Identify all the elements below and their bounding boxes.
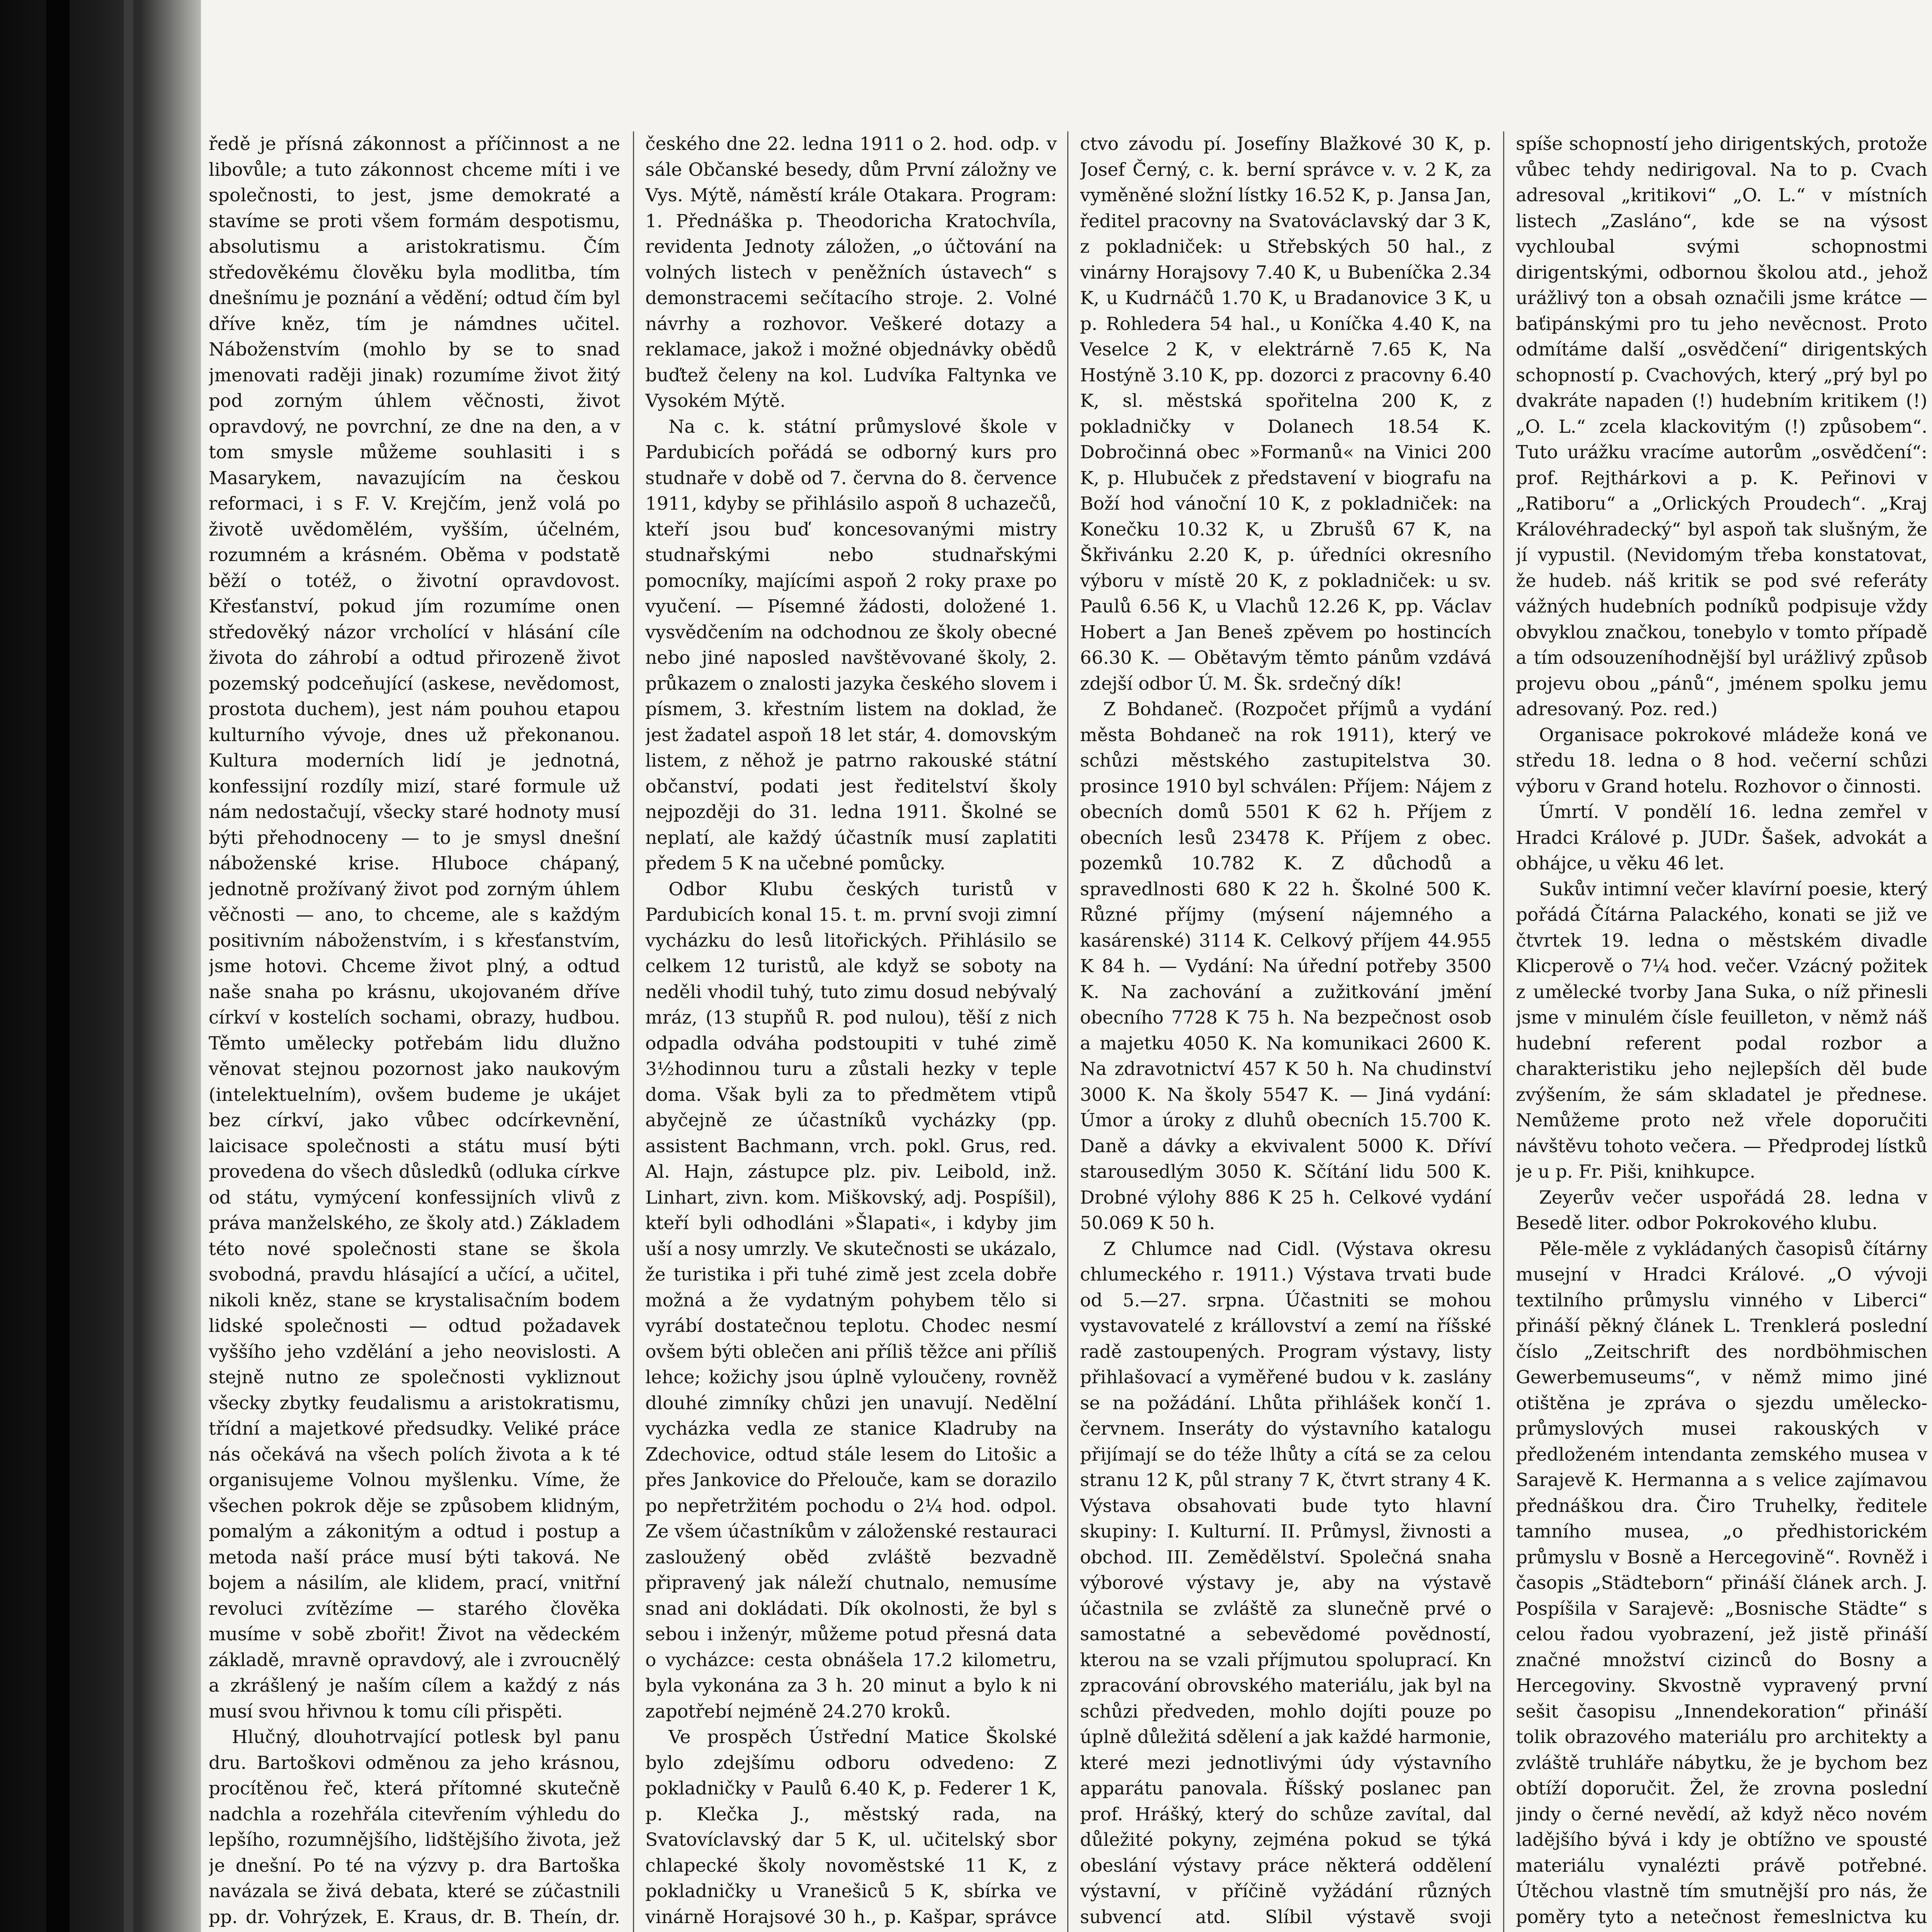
- binding-shadow: [46, 0, 70, 1932]
- news-item: Z Bohdaneč. (Rozpočet příjmů a vydání města Bohdaneč na rok 1911), který ve schůzi městského zastupitelstva 30. prosince 1910 byl schválen: Příjem: Nájem z obecních domů 5501 K 62 h. Příjem z obecních lesů 23478 K. Příjem z obec. pozemků 10.782 K. Z důchodů a spravedlnosti 680 K 22 h. Školné 500 K. Různé příjmy (mýsení nájemného a kasárenské) 3114 K. Celkový příjem 44.955 K 84 h. — Vydání: Na úřední potřeby 3500 K. Na zachování a zužitkování jmění obecního 7728 K 75 h. Na bezpečnost osob a majetku 4050 K. Na komunikaci 2600 K. Na zdravotnictví 457 K 50 h. Na chudinství 3000 K. Na školy 5547 K. — Jiná vydání: Úmor a úroky z dluhů obecních 15.700 K. Daně a dávky a ekvivalent 5000 K. Dříví starousedlým 3050 K. Sčítání lidu 500 K. Drobné výlohy 886 K 25 h. Celkové vydání 50.069 K 50 h.: [1080, 699, 1492, 1234]
- news-item: Zeyerův večer uspořádá 28. ledna v Besedě liter. odbor Pokrokového klubu.: [1516, 1187, 1927, 1234]
- article-paragraph: ctvo závodu pí. Josefíny Blažkové 30 K, p. Josef Černý, c. k. berní správce v. v. 2 K, za vyměněné složní lístky 16.52 K, p. Jansa Jan, ředitel pracovny na Svatováclavský dar 3 K, z pokladniček: u Střebských 50 hal., z vinárny Horajsovy 7.40 K, u Bubeníčka 2.34 K, u Kudrnáčů 1.70 K, u Bradanovice 3 K, u p. Rohledera 54 hal., u Koníčka 4.40 K, na Veselce 2 K, v elektrárně 7.65 K, Na Hostýně 3.10 K, pp. dozorci z pracovny 6.40 K, sl. městská spořitelna 200 K, z pokladničky v Dolanech 18.54 K. Dobročinná obec »Formanů« na Vinici 200 K, p. Hlubuček z představení v biografu na Boží hod vánoční 10 K, z pokladniček: na Konečku 10.32 K, u Zbrušů 67 K, na Škřivánku 2.20 K, p. úředníci okresního výboru v místě 20 K, z pokladniček: u sv. Paulů 6.56 K, u Vlachů 12.26 K, pp. Václav Hobert a Jan Beneš zpěvem po hostincích 66.30 K. — Obětavým těmto pánům vzdává zdejší odbor Ú. M. Šk. srdečný dík!: [1080, 133, 1492, 694]
- article-paragraph: Hlučný, dlouhotrvající potlesk byl panu dru. Bartoškovi odměnou za jeho krásnou, procítěnou řeč, která přítomné skutečně nadchla a rozehřála citevřením výhledu do lepšího, rozumnějšího, lidštějšího života, jež je dnešní. Po té na výzvy p. dra Bartoška navázala se živá debata, které se zúčastnili pp. dr. Vohrýzek, E. Kraus, dr. B. Theín, dr.: [209, 1726, 620, 1928]
- column-rule: [1067, 131, 1068, 1932]
- news-item: Na c. k. státní průmyslové škole v Pardubicích pořádá se odborný kurs pro studnaře v době od 7. června do 8. července 1911, kdyby se přihlásilo aspoň 8 uchazečů, kteří jsou buď koncesovanými mistry studnařskými nebo studnařskými pomocníky, majícími aspoň 2 roky praxe po vyučení. — Písemné žádosti, doložené 1. vysvědčením na odchodnou ze školy obecné nebo jiné naposled navštěvované školy, 2. průkazem o znalosti jazyka českého slovem i písmem, 3. křestním listem na doklad, že jest žadatel aspoň 18 let stár, 4. domovským listem, z něhož je patrno rakouské státní občanství, podati jest ředitelství školy nejpozději do 31. ledna 1911. Školné se neplatí, ale každý účastník musí zaplatiti předem 5 K na učebné pomůcky.: [645, 416, 1057, 874]
- column-2: [645, 131, 1057, 1932]
- column-4: [1516, 131, 1927, 1932]
- column-3: [1080, 131, 1492, 1932]
- article-paragraph: ředě je přísná zákonnost a příčinnost a ne libovůle; a tuto zákonnost chceme míti i ve společnosti, to jest, jsme demokraté a stavíme se proti všem formám despotismu, absolutismu a aristokratismu. Čím středověkému člověku byla modlitba, tím dnešnímu je poznání a vědění; odtud čím byl dříve kněz, tím je námdnes učitel. Náboženstvím (mohlo by se to snad jmenovati raději jinak) rozumíme život žitý pod zorným úhlem věčnosti, život opravdový, ne povrchní, ze dne na den, a v tom smysle můžeme souhlasiti i s Masarykem, navazujícím na českou reformaci, i s F. V. Krejčím, jenž volá po životě uvědomělém, vyšším, účelném, rozumném a krásném. Oběma v podstatě běží o totéž, o životní opravdovost. Křesťanství, pokud jím rozumíme onen středověký názor vrcholící v hlásání cíle života do záhrobí a odtud přirozeně život pozemský podceňující (askese, nevědomost, prostota duchem), jest nám pouhou etapou kulturního vývoje, dnes už překonanou. Kultura moderních lidí je jednotná, konfessijní rozdíly mizí, staré formule už nám nedostačují, všecky staré hodnoty musí býti přehodnoceny — to je smysl dnešní náboženské krise. Hluboce chápaný, jednotně prožívaný život pod zorným úhlem věčnosti — ano, to chceme, ale s každým positivním náboženstvím, i s křesťanstvím, jsme hotovi. Chceme život plný, a odtud naše snaha po krásnu, ukojovaném dříve církví v kostelích sochami, obrazy, hudbou. Těmto umělecky potřebám lidu dlužno věnovat stejnou pozornost jako naukovým (intelektuelním), ovšem budeme je ukájet bez církví, jako vůbec odcírkevnění, laicisace společnosti a státu musí býti provedena do všech důsledků (odluka církve od státu, vymýcení konfessijních vlivů z práva manželského, ze školy atd.) Základem této nové společnosti stane se škola svobodná, pravdu hlásající a učící, a učitel, nikoli kněz, stane se krystalisačním bodem lidské společnosti — odtud požadavek vyššího jeho vzdělání a jeho neovislosti. A stejně nutno ze společnosti vykliznout všecky zbytky feudalismu a aristokratismu, třídní a majetkové předsudky. Veliké práce nás očekává na všech polích života a k té organisujeme Volnou myšlenku. Víme, že všechen pokrok děje se způsobem klidným, pomalým a zákonitým a odtud i postup a metoda naší práce musí býti taková. Ne bojem a násilím, ale klidem, prací, vnitřní revoluci zvítězíme — starého člověka musíme v sobě zbořit! Život na vědeckém základě, mravně opravdový, ale i zvroucnělý a zkrášlený je naším cílem a každý z nás musí svou hřivnou k tomu cíli přispěti.: [209, 133, 620, 1722]
- news-item: Odbor Klubu českých turistů v Pardubicích konal 15. t. m. první svoji zimní vycházku do lesů litořických. Přihlásilo se celkem 12 turistů, ale když se soboty na neděli vhodil tuhý, tuto zimu dosud nebývalý mráz, (13 stupňů R. pod nulou), těší z nich odpadla odváha podstoupiti v tuhé zimě 3½hodinnou turu a zůstali hezky v teple doma. Však byli za to předmětem vtipů abyčejně ze účastníků vycházky (pp. assistent Bachmann, vrch. pokl. Grus, red. Al. Hajn, zástupce plz. piv. Leibold, inž. Linhart, zivn. kom. Miškovský, adj. Pospíšil), kteří byli odhodláni »Šlapati«, i kdyby jim uší a nosy umrzly. Ve skutečnosti se ukázalo, že turistika i při tuhé zimě jest zcela dobře možná a že vydatným pohybem tělo si vyrábí dostatečnou teplotu. Chodec nesmí ovšem býti oblečen ani příliš těžce ani příliš lehce; kožichy jsou úplně vyloučeny, rovněž dlouhé zimníky chůzi jen unavují. Nedělní vycházka vedla ze stanice Kladruby na Zdechovice, odtud stále lesem do Litošic a přes Jankovice do Přeloučе, kam se dorazilo po nepřetržitém pochodu o 2¼ hod. odpol. Ze všem účastníkům v záloženské restauraci zasloužený oběd zvláště bezvadně připravený jak náleží chutnalo, nemusíme snad ani dokládati. Dík okolnosti, že byl s sebou i inženýr, můžeme potud přesná data o vycházce: cesta obnášela 17.2 kilometru, byla vykonána za 3 h. 20 minut a bylo k ni zapotřebí nejméně 24.270 kroků.: [645, 878, 1057, 1722]
- article-paragraph: spíše schopností jeho dirigentských, protože vůbec tehdy nedirigoval. Na to p. Cvach adresoval „kritikovi“ „O. L.“ v místních listech „Zasláno“, kde se na výsost vychloubal svými schopnostmi dirigentskými, odbornou školou atd., jehož urážlivý ton a obsah označili jsme krátce — baťipánskými pro tu jeho nevěcnost. Proto odmítáme další „osvědčení“ dirigentských schopností p. Cvachových, který „prý byl po dvakráte napaden (!) hudebním kritikem (!) „O. L.“ zcela klackovitým (!) způsobem“. Tuto urážku vracíme autorům „osvědčení“: prof. Rejthárkovi a p. K. Peřinovi v „Ratiboru“ a „Orlických Proudech“. „Kraj Královéhradecký“ byl aspoň tak slušným, že jí vypustil. (Nevidomým třeba konstatovat, že hudeb. náš kritik se pod své referáty vážných hudebních podníků podpisuje vždy obvyklou značkou, tonebylo v tomto případě a tím odsouzeníhodnější byl urážlivý způsob projevu obou „pánů“, jménem spolku jemu adresovaný. Poz. red.): [1516, 133, 1927, 720]
- column-3-top-articles: [1080, 131, 1492, 1932]
- article-paragraph: českého dne 22. ledna 1911 o 2. hod. odp. v sále Občanské besedy, dům První záložny ve Vys. Mýtě, náměstí krále Otakara. Program: 1. Přednáška p. Theodoricha Kratochvíla, revidenta Jednoty záložen, „o účtování na volných listech v peněžních ústavech“ s demonstracemi sečítacího stroje. 2. Volné návrhy a rozhovor. Veškeré dotazy a reklamace, jakož i možné objednávky obědů buďtež čeleny na kol. Ludvíka Faltynka ve Vysokém Mýtě.: [645, 133, 1057, 412]
- column-1: [209, 131, 620, 1932]
- news-item: Ve prospěch Ústřední Matice Školské bylo zdejšímu odboru odvedeno: Z pokladničky v Paulů 6.40 K, p. Federer 1 K, p. Klečka J., městský rada, na Svatovíclavský dar 5 K, ul. učitelský sbor chlapecké školy novoměstské 11 K, z pokladničky u Vranešiců 5 K, sbírka ve vinárně Horajsové 30 h., p. Kašpar, správce: [645, 1726, 1057, 1928]
- book-binding-edge: [0, 0, 201, 1932]
- binding-shadow: [124, 0, 133, 1932]
- news-item: Z Chlumce nad Cidl. (Výstava okresu chlumeckého r. 1911.) Výstava trvati bude od 5.—27. srpna. Účastniti se mohou vystavovatelé z krállovství a zemí na říšské radě zastoupených. Program výstavy, listy přihlašovací a vyměřené budou v k. zaslány se na požádání. Lhůta přihlášek končí 1. červnem. Inseráty do výstavního katalogu přijímají se do téže lhůty a cítá se za celou stranu 12 K, půl strany 7 K, čtvrt strany 4 K. Výstava obsahovati bude tyto hlavní skupiny: I. Kulturní. II. Průmysl, živnosti a obchod. III. Zemědělství. Společná snaha výborové výstavy je, aby na výstavě účastnila se zvláště za slunečně prvé o samostatné a sebevědomé povědností, kterou na se vzali příjmutou spoluprací. Kn zpracování obrovského materiálu, jak byl na schůzi předveden, mohlo dojíti pouze po úplně důležitá sdělení a jak každé harmonie, které mezi jednotlivými údy výstavního apparátu panovala. Říšský poslanec pan prof. Hrášký, který do schůze zavítal, dal důležité pokyny, zejména pokud se týká obeslání výstavy práce některá oddělení výstavní, v příčině vyžádání různých subvencí atd. Slíbil výstavě svoji: [1080, 1238, 1492, 1928]
- column-rule: [1503, 131, 1504, 1932]
- newspaper-page: [209, 131, 1932, 1932]
- column-rule: [633, 131, 634, 1932]
- news-item: Pěle-měle z vykládaných časopisů čítárny musejní v Hradci Králové. „O vývoji textilního průmyslu vinného v Liberci“ přináší pěkný článek L. Trenklerá poslední číslo „Zeitschrift des nordböhmischen Gewerbemuseums“, v němž mimo jiné otištěna je zpráva o sjezdu umělecko-průmyslových musei rakouských v předloženém intendanta zemského musea v Sarajevě K. Hermanna a s velice zajímavou přednáškou dra. Čiro Truhelky, ředitele tamního musea, „o předhistorickém průmyslu v Bosně a Hercegovině“. Rovněž i časopis „Städteborn“ přináší článek arch. J. Pospíšila v Sarajevě: „Bosnische Städte“ s celou řadou vyobrazení, jež jistě přináší značné množství cizinců do Bosny a Hercegoviny. Skvostně vypravený první sešit časopisu „Innendekoration“ přináší tolik obrazového materiálu pro architekty a zvláště truhláře nábytku, že je bychom bez obtíží doporučit. Žel, že zrovna poslední jindy o černé nevědí, až když něco novém ladějšího bývá i kdy je obtížno ve spousté materiálu vynalézti právě potřebné. Útěchou vlastně tím smutnější pro nás, že poměry tyto a netečnost řemeslnictva ku: [1516, 1238, 1927, 1928]
- news-item: Úmrtí. V pondělí 16. ledna zemřel v Hradci Králové p. JUDr. Šašek, advokát a obhájce, u věku 46 let.: [1516, 801, 1927, 874]
- news-item: Sukův intimní večer klavírní poesie, který pořádá Čítárna Palackého, konati se již ve čtvrtek 19. ledna o městském divadle Klicperově o 7¼ hod. večer. Vzácný požitek z umělecké tvorby Jana Suka, o níž přinesli jsme v minulém čísle feuilleton, v němž náš hudební referent podal rozbor a charakteristiku jeho nejlepších děl bude zvýšením, že sám skladatel je přednese. Nemůžeme proto než vřele doporučiti návštěvu tohoto večera. — Předprodej lístků je u p. Fr. Piši, knihkupce.: [1516, 878, 1927, 1182]
- news-item: Organisace pokrokové mládeže koná ve středu 18. ledna o 8 hod. večerní schůzi výboru v Grand hotelu. Rozhovor o činnosti.: [1516, 724, 1927, 797]
